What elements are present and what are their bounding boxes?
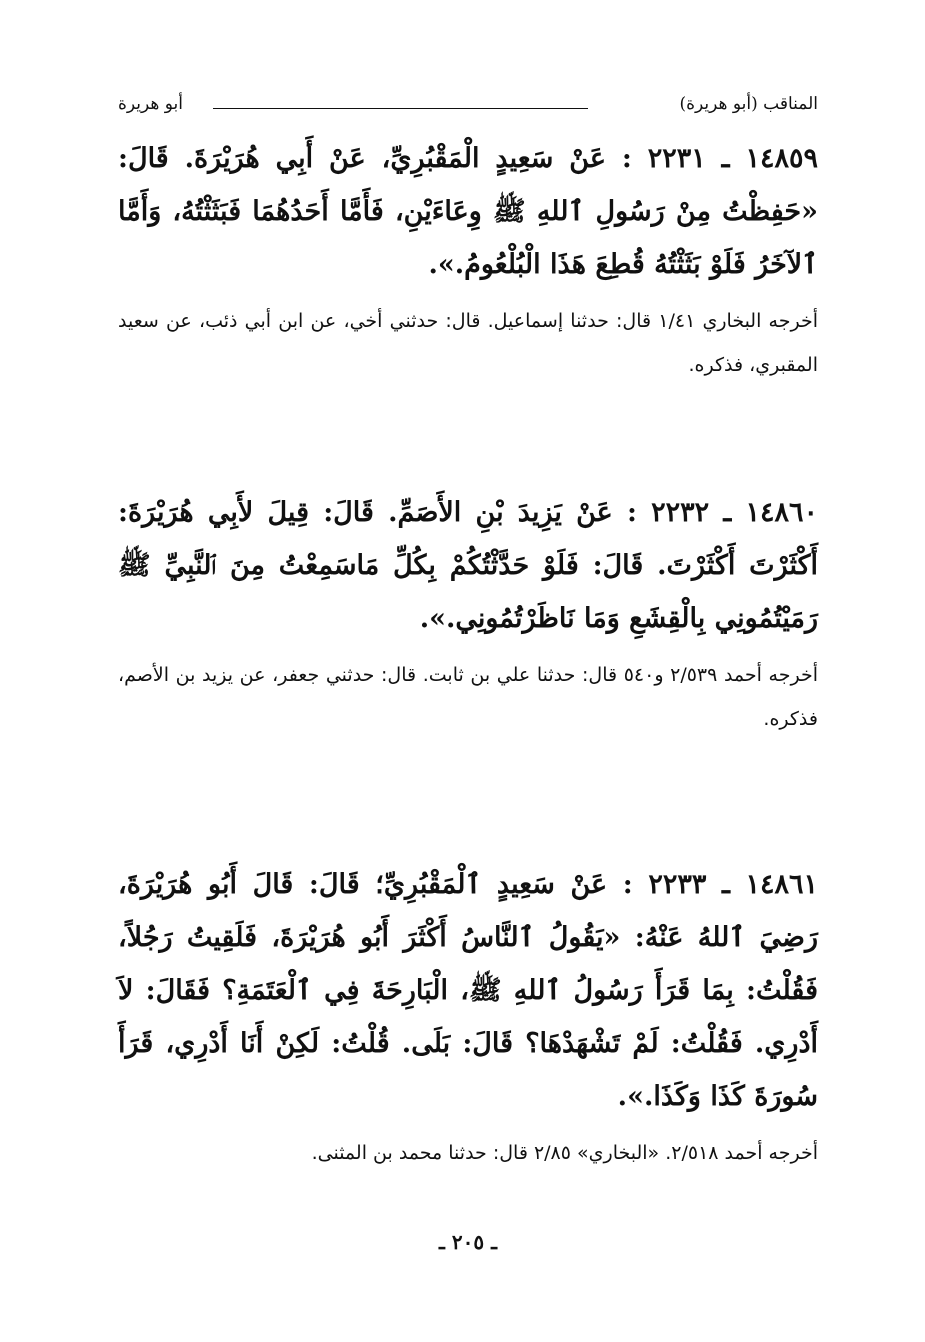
header-rule — [213, 108, 588, 109]
hadith-text — [118, 486, 818, 645]
running-header — [118, 94, 818, 118]
hadith-number: ١٤٨٦٠ ـ ٢٢٣٢ : — [626, 497, 819, 528]
source-note: أخرجه أحمد ٢/٥٣٩ و٥٤٠ قال: حدثنا علي بن ثابت. قال: حدثني جعفر، عن يزيد بن الأصم، فذكره. — [118, 664, 818, 730]
hadith-number: ١٤٨٥٩ ـ ٢٢٣١ : — [621, 143, 818, 174]
hadith-entry-14860 — [118, 486, 818, 741]
page-number: ـ ٢٠٥ ـ — [439, 1230, 497, 1254]
hadith-body: عَنْ سَعِيدٍ الْمَقْبُرِيِّ، عَنْ أَبِي هُرَيْرَةَ. قَالَ: «حَفِظْتُ مِنْ رَسُولِ ٱللهِ ﷺ وِعَاءَيْنِ، فَأَمَّا أَحَدُهُمَا فَبَثَثْتُهُ، وَأَمَّا ٱلآخَرُ فَلَوْ بَثَثْتُهُ قُطِعَ هَذَا الْبُلْعُومُ.». — [118, 143, 818, 280]
hadith-body: عَنْ يَزِيدَ بْنِ الأَصَمِّ. قَالَ: قِيلَ لأَبِي هُرَيْرَةَ: أَكْثَرْتَ أَكْثَرْتَ. قَالَ: فَلَوْ حَدَّثْتُكُمْ بِكُلِّ مَاسَمِعْتُ مِنَ ٱلنَّبِيِّ ﷺ رَمَيْتُمُونِي بِالْقِشَعِ وَمَا نَاظَرْتُمُونِي.». — [118, 497, 818, 634]
hadith-entry-14861 — [118, 858, 818, 1175]
hadith-text — [118, 132, 818, 291]
source-note: أخرجه أحمد ٢/٥١٨. «البخاري» ٢/٨٥ قال: حدثنا محمد بن المثنى. — [311, 1142, 818, 1164]
hadith-body: عَنْ سَعِيدٍ ٱلْمَقْبُرِيِّ؛ قَالَ: قَالَ أَبُو هُرَيْرَةَ، رَضِيَ ٱللهُ عَنْهُ: «يَقُولُ ٱلنَّاسُ أَكْثَرَ أَبُو هُرَيْرَةَ، فَلَقِيتُ رَجُلاً، فَقُلْتُ: بِمَا قَرَأَ رَسُولُ ٱللهِ ﷺ، الْبَارِحَةَ فِي ٱلْعَتَمَةِ؟ فَقَالَ: لاَ أَدْرِي. فَقُلْتُ: لَمْ تَشْهَدْهَا؟ قَالَ: بَلَى. قُلْتُ: لَكِنْ أَنَا أَدْرِي، قَرَأَ سُورَةَ كَذَا وَكَذَا.». — [118, 869, 818, 1112]
header-section-title: أبو هريرة — [118, 94, 184, 114]
header-chapter-title: المناقب (أبو هريرة) — [679, 94, 818, 114]
hadith-number: ١٤٨٦١ ـ ٢٢٣٣ : — [622, 869, 818, 900]
source-note: أخرجه البخاري ١/٤١ قال: حدثنا إسماعيل. قال: حدثني أخي، عن ابن أبي ذئب، عن سعيد المقبري، فذكره. — [118, 310, 818, 376]
hadith-entry-14859 — [118, 132, 818, 387]
book-page — [118, 80, 818, 1270]
hadith-text — [118, 858, 818, 1123]
